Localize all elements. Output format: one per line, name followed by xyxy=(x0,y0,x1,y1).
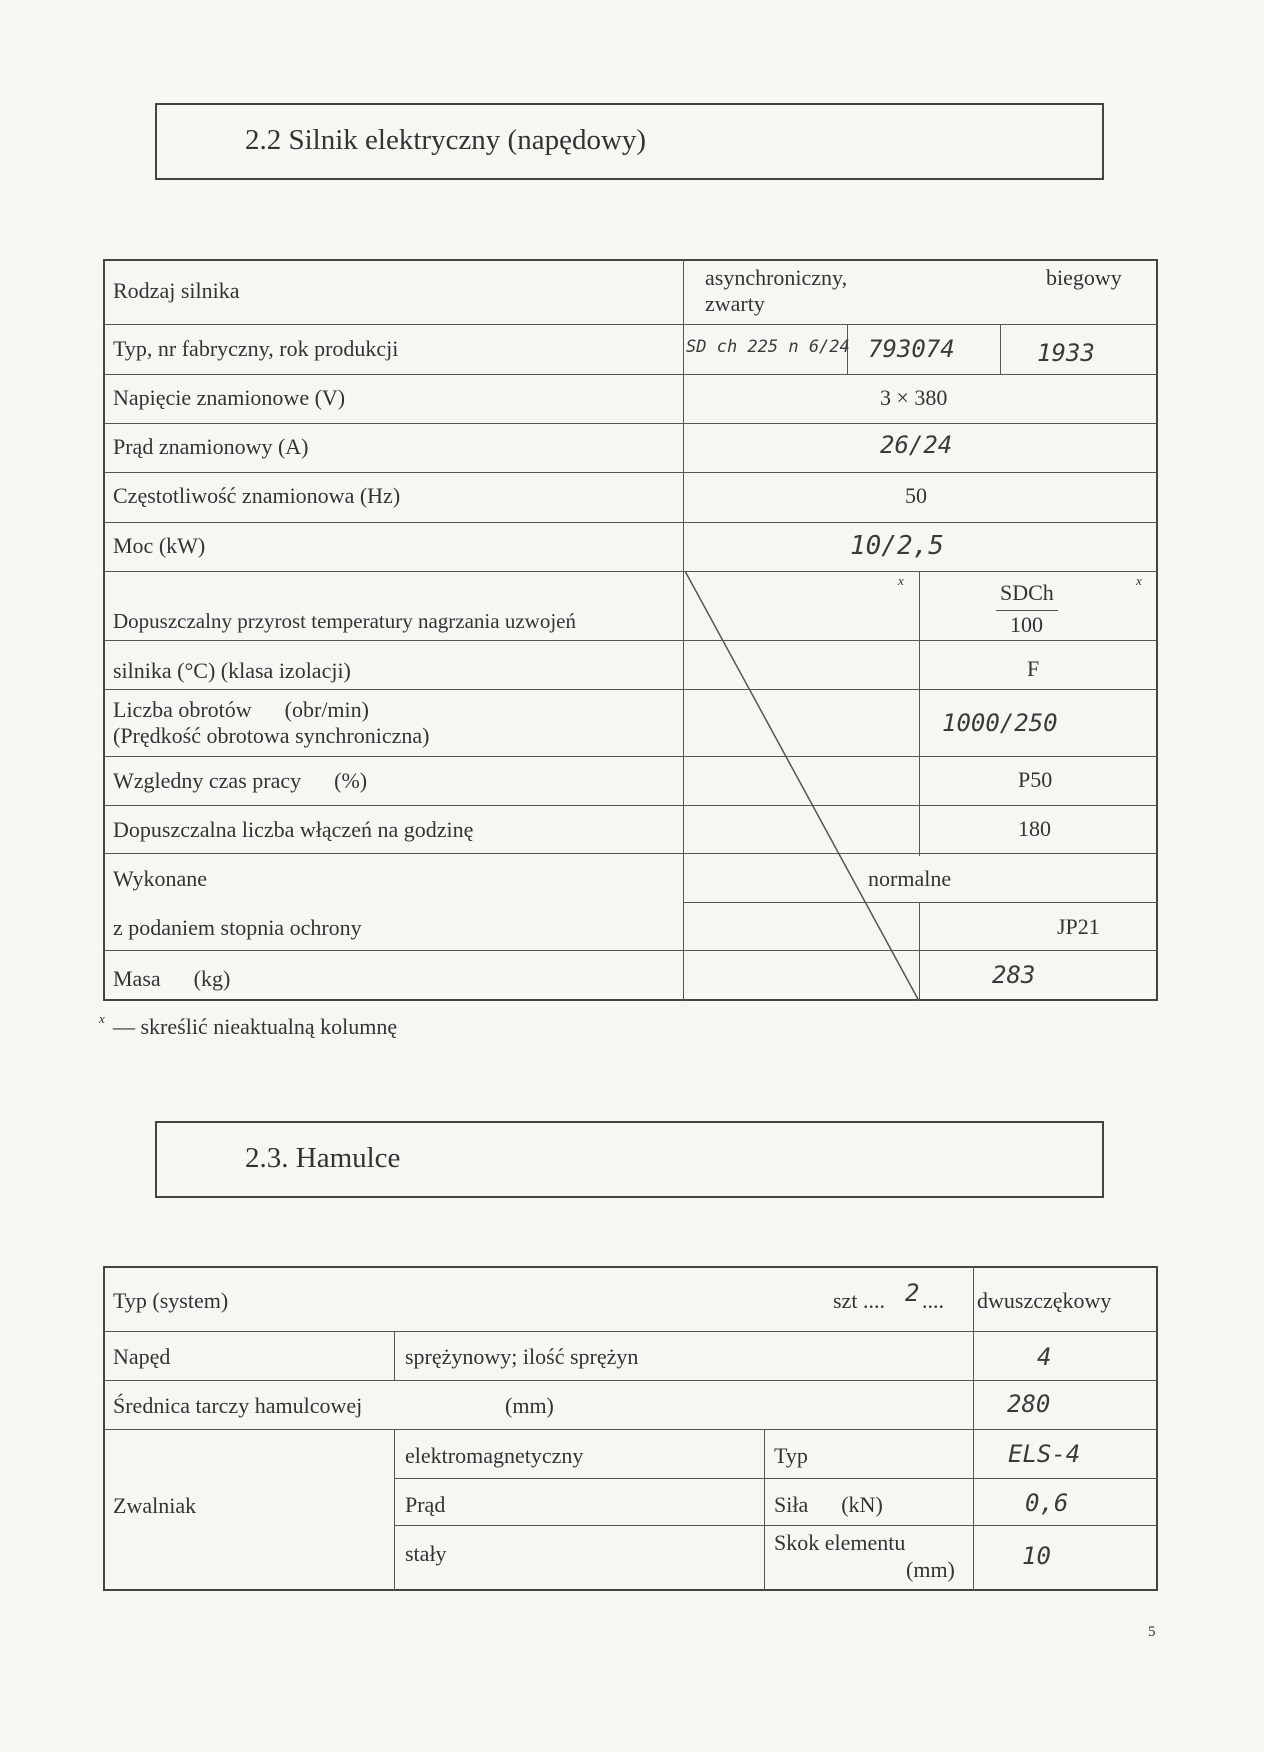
brake-count-value: 2 xyxy=(905,1279,920,1307)
label-voltage: Napięcie znamionowe (V) xyxy=(113,385,346,410)
label-protection: z podaniem stopnia ochrony xyxy=(113,915,362,940)
label-duty-cycle: Wzgledny czas pracy (%) xyxy=(113,768,368,793)
protection-value: JP21 xyxy=(1057,914,1100,939)
release-current-label: Prąd xyxy=(405,1492,446,1517)
temperature-value-top: SDCh xyxy=(1000,580,1054,605)
label-current: Prąd znamionowy (A) xyxy=(113,434,309,459)
motor-section-title: 2.2 Silnik elektryczny (napędowy) xyxy=(245,124,647,156)
header-asynchronous: asynchroniczny, xyxy=(705,265,848,290)
release-type-label: Typ xyxy=(774,1443,808,1468)
label-disc-diameter: Średnica tarczy hamulcowej xyxy=(113,1393,363,1418)
disc-diameter-value: 280 xyxy=(1007,1390,1051,1418)
current-value: 26/24 xyxy=(880,431,953,459)
footnote-mark: x xyxy=(99,1011,105,1026)
label-temperature-rise: Dopuszczalny przyrost temperatury nagrzania uzwojeń xyxy=(113,609,576,633)
label-sync-speed: (Prędkość obrotowa synchroniczna) xyxy=(113,723,430,748)
mass-value: 283 xyxy=(992,961,1036,989)
label-brake-type: Typ (system) xyxy=(113,1288,229,1313)
frequency-value: 50 xyxy=(905,483,927,508)
label-insulation-class: silnika (°C) (klasa izolacji) xyxy=(113,658,351,683)
motor-type-value: SD ch 225 n 6/24 xyxy=(686,337,850,357)
release-electromagnetic: elektromagnetyczny xyxy=(405,1443,584,1468)
duty-cycle-value: P50 xyxy=(1018,767,1053,792)
brakes-section-title: 2.3. Hamulce xyxy=(245,1142,401,1174)
power-value: 10/2,5 xyxy=(850,531,944,561)
rpm-value: 1000/250 xyxy=(942,709,1058,737)
execution-value: normalne xyxy=(868,866,952,891)
motor-serial-value: 793074 xyxy=(868,335,955,363)
label-frequency: Częstotliwość znamionowa (Hz) xyxy=(113,483,401,508)
starts-per-hour-value: 180 xyxy=(1018,816,1051,841)
strike-mark-2: x xyxy=(1136,573,1142,588)
temperature-value-bottom: 100 xyxy=(1010,612,1043,637)
release-stroke-value: 10 xyxy=(1022,1542,1051,1570)
label-starts-per-hour: Dopuszczalna liczba włączeń na godzinę xyxy=(113,817,474,842)
header-gear: biegowy xyxy=(1046,265,1122,290)
release-current-type: stały xyxy=(405,1541,447,1566)
brake-count-prefix: szt .... xyxy=(833,1288,885,1313)
release-stroke-label: Skok elementu xyxy=(774,1530,906,1555)
insulation-class-value: F xyxy=(1027,656,1040,681)
strike-mark-1: x xyxy=(898,573,904,588)
label-execution: Wykonane xyxy=(113,866,207,891)
brake-count-suffix: .... xyxy=(922,1288,944,1313)
motor-year-value: 1933 xyxy=(1037,339,1095,367)
label-type-serial-year: Typ, nr fabryczny, rok produkcji xyxy=(113,336,399,361)
label-rpm: Liczba obrotów (obr/min) xyxy=(113,697,369,722)
footnote-text: — skreślić nieaktualną kolumnę xyxy=(113,1014,398,1039)
label-release: Zwalniak xyxy=(113,1493,197,1518)
label-motor-kind: Rodzaj silnika xyxy=(113,278,240,303)
page-number: 5 xyxy=(1148,1624,1156,1640)
release-force-label: Siła (kN) xyxy=(774,1492,883,1517)
label-power: Moc (kW) xyxy=(113,533,206,558)
release-stroke-unit: (mm) xyxy=(906,1557,955,1582)
release-type-value: ELS-4 xyxy=(1008,1440,1081,1468)
release-force-value: 0,6 xyxy=(1025,1489,1069,1517)
strike-diagonal xyxy=(683,571,923,1001)
brake-type-value: dwuszczękowy xyxy=(977,1288,1112,1313)
spring-count-value: 4 xyxy=(1037,1343,1052,1371)
label-mass: Masa (kg) xyxy=(113,966,231,991)
voltage-value: 3 × 380 xyxy=(880,385,948,410)
drive-description: sprężynowy; ilość sprężyn xyxy=(405,1344,639,1369)
disc-diameter-unit: (mm) xyxy=(505,1393,554,1418)
label-drive: Napęd xyxy=(113,1344,171,1369)
header-short-circuit: zwarty xyxy=(705,291,765,316)
